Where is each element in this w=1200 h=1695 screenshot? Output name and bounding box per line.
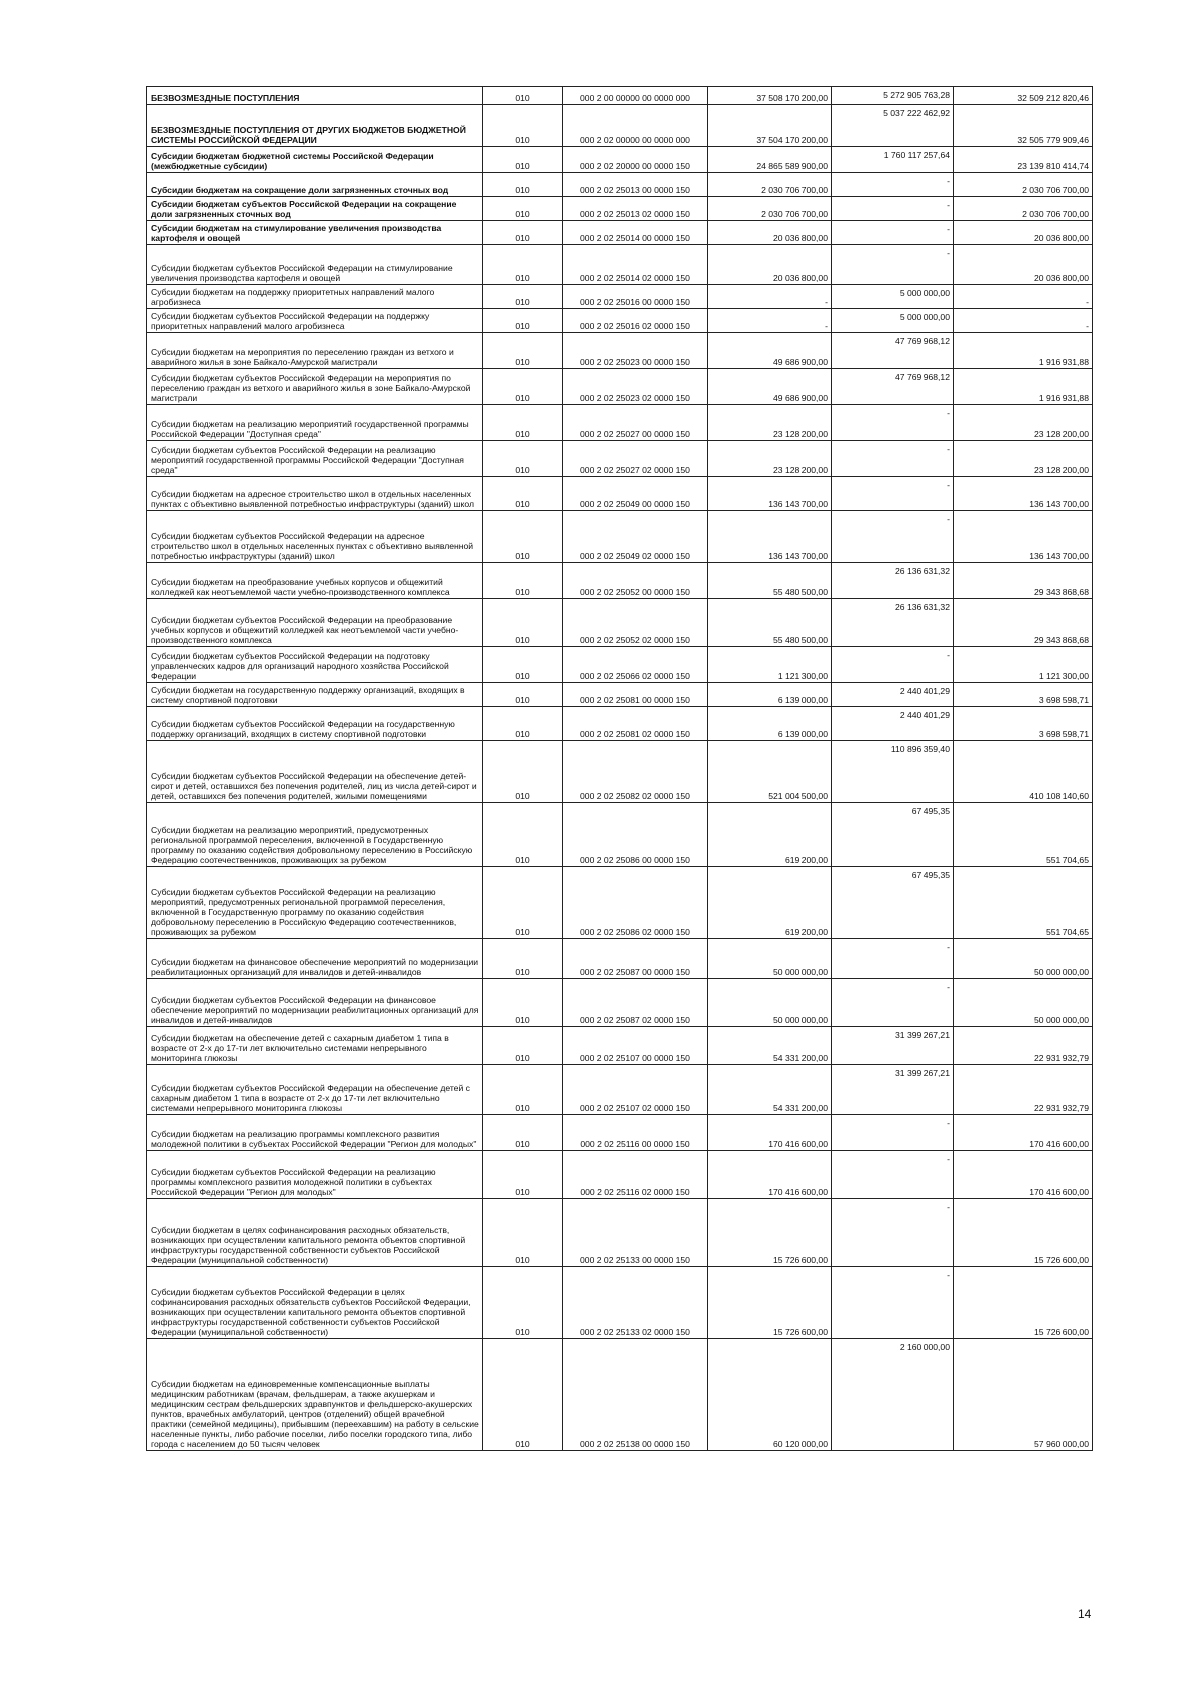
row-name: Субсидии бюджетам на финансовое обеспечение мероприятий по модернизации реабилитационных организаций для инвалидов и детей-инвалидов	[147, 939, 483, 979]
row-remaining-amount: 170 416 600,00	[954, 1115, 1093, 1151]
row-line-code: 010	[483, 477, 563, 511]
row-remaining-amount: 23 139 810 414,74	[954, 147, 1093, 173]
row-remaining-amount: 551 704,65	[954, 803, 1093, 867]
row-remaining-amount: -	[954, 309, 1093, 333]
row-approved-amount: 136 143 700,00	[708, 511, 832, 563]
row-budget-code: 000 2 02 25052 00 0000 150	[563, 563, 708, 599]
row-name: Субсидии бюджетам субъектов Российской Федерации на подготовку управленческих кадров для организаций народного хозяйства Российской Федерации	[147, 647, 483, 683]
row-line-code: 010	[483, 939, 563, 979]
table-row	[147, 867, 1093, 939]
row-name: Субсидии бюджетам на стимулирование увеличения производства картофеля и овощей	[147, 221, 483, 245]
row-name: Субсидии бюджетам на государственную поддержку организаций, входящих в систему спортивной подготовки	[147, 683, 483, 707]
row-executed-amount: -	[832, 441, 954, 477]
row-remaining-amount: 23 128 200,00	[954, 441, 1093, 477]
row-name: Субсидии бюджетам на реализацию программы комплексного развития молодежной политики в субъектах Российской Федерации "Регион для молодых"	[147, 1115, 483, 1151]
row-executed-amount: -	[832, 405, 954, 441]
row-executed-amount: -	[832, 173, 954, 197]
table-row	[147, 333, 1093, 369]
row-executed-amount: -	[832, 1151, 954, 1199]
row-approved-amount: 521 004 500,00	[708, 741, 832, 803]
row-executed-amount: 26 136 631,32	[832, 563, 954, 599]
row-approved-amount: 2 030 706 700,00	[708, 173, 832, 197]
row-executed-amount: 5 272 905 763,28	[832, 87, 954, 105]
row-name: Субсидии бюджетам на реализацию мероприятий, предусмотренных региональной программой переселения, включенной в Государственную программу по оказанию содействия добровольному переселению в Российскую Федерацию соотечественников, проживающих за рубежом	[147, 803, 483, 867]
row-approved-amount: 136 143 700,00	[708, 477, 832, 511]
row-name: Субсидии бюджетам субъектов Российской Федерации на реализацию программы комплексного развития молодежной политики в субъектах Российской Федерации "Регион для молодых"	[147, 1151, 483, 1199]
row-approved-amount: 50 000 000,00	[708, 939, 832, 979]
row-line-code: 010	[483, 1151, 563, 1199]
row-approved-amount: 2 030 706 700,00	[708, 197, 832, 221]
row-approved-amount: 6 139 000,00	[708, 707, 832, 741]
row-name: Субсидии бюджетам субъектов Российской Федерации в целях софинансирования расходных обязательств субъектов Российской Федерации, возникающих при осуществлении капитального ремонта объектов спортивной инфраструктуры государственной собственности субъектов Российской Федерации (муниципальной собственности)	[147, 1267, 483, 1339]
row-budget-code: 000 2 02 25086 00 0000 150	[563, 803, 708, 867]
row-name: Субсидии бюджетам на преобразование учебных корпусов и общежитий колледжей как неотъемлемой части учебно-производственного комплекса	[147, 563, 483, 599]
row-approved-amount: 55 480 500,00	[708, 599, 832, 647]
table-row	[147, 245, 1093, 285]
row-executed-amount: 31 399 267,21	[832, 1065, 954, 1115]
table-row	[147, 369, 1093, 405]
row-remaining-amount: 50 000 000,00	[954, 939, 1093, 979]
row-approved-amount: 54 331 200,00	[708, 1027, 832, 1065]
table-body	[147, 87, 1093, 1451]
table-row	[147, 477, 1093, 511]
row-approved-amount: 49 686 900,00	[708, 333, 832, 369]
row-name: Субсидии бюджетам субъектов Российской Федерации на сокращение доли загрязненных сточных вод	[147, 197, 483, 221]
row-remaining-amount: 23 128 200,00	[954, 405, 1093, 441]
row-approved-amount: 23 128 200,00	[708, 405, 832, 441]
row-budget-code: 000 2 02 25066 02 0000 150	[563, 647, 708, 683]
row-budget-code: 000 2 02 25133 00 0000 150	[563, 1199, 708, 1267]
row-executed-amount: 110 896 359,40	[832, 741, 954, 803]
row-line-code: 010	[483, 245, 563, 285]
table-row	[147, 197, 1093, 221]
table-row	[147, 309, 1093, 333]
row-approved-amount: 60 120 000,00	[708, 1339, 832, 1451]
row-remaining-amount: 1 121 300,00	[954, 647, 1093, 683]
row-name: Субсидии бюджетам субъектов Российской Федерации на обеспечение детей-сирот и детей, оставшихся без попечения родителей, лиц из числа детей-сирот и детей, оставшихся без попечения родителей, жилыми помещениями	[147, 741, 483, 803]
table-row	[147, 441, 1093, 477]
row-remaining-amount: 29 343 868,68	[954, 599, 1093, 647]
row-line-code: 010	[483, 803, 563, 867]
row-budget-code: 000 2 02 25116 00 0000 150	[563, 1115, 708, 1151]
row-budget-code: 000 2 02 25133 02 0000 150	[563, 1267, 708, 1339]
row-remaining-amount: 22 931 932,79	[954, 1065, 1093, 1115]
table-row	[147, 405, 1093, 441]
row-executed-amount: -	[832, 1115, 954, 1151]
table-row	[147, 1267, 1093, 1339]
row-remaining-amount: 3 698 598,71	[954, 683, 1093, 707]
row-executed-amount: 47 769 968,12	[832, 369, 954, 405]
row-executed-amount: 5 037 222 462,92	[832, 105, 954, 147]
row-line-code: 010	[483, 511, 563, 563]
row-name: Субсидии бюджетам на сокращение доли загрязненных сточных вод	[147, 173, 483, 197]
row-remaining-amount: -	[954, 285, 1093, 309]
row-name: Субсидии бюджетам на адресное строительство школ в отдельных населенных пунктах с объективно выявленной потребностью инфраструктуры (зданий) школ	[147, 477, 483, 511]
row-name: БЕЗВОЗМЕЗДНЫЕ ПОСТУПЛЕНИЯ	[147, 87, 483, 105]
row-budget-code: 000 2 02 25023 02 0000 150	[563, 369, 708, 405]
row-budget-code: 000 2 02 25027 02 0000 150	[563, 441, 708, 477]
row-name: Субсидии бюджетам субъектов Российской Федерации на реализацию мероприятий государственной программы Российской Федерации "Доступная среда"	[147, 441, 483, 477]
row-name: Субсидии бюджетам на реализацию мероприятий государственной программы Российской Федерации "Доступная среда"	[147, 405, 483, 441]
row-remaining-amount: 1 916 931,88	[954, 333, 1093, 369]
table-row	[147, 511, 1093, 563]
table-row	[147, 87, 1093, 105]
row-line-code: 010	[483, 683, 563, 707]
row-name: Субсидии бюджетам субъектов Российской Федерации на реализацию мероприятий, предусмотренных региональной программой переселения, включенной в Государственную программу по оказанию содействия добровольному переселению в Российскую Федерацию соотечественников, проживающих за рубежом	[147, 867, 483, 939]
row-executed-amount: -	[832, 245, 954, 285]
row-name: Субсидии бюджетам субъектов Российской Федерации на стимулирование увеличения производства картофеля и овощей	[147, 245, 483, 285]
row-name: Субсидии бюджетам в целях софинансирования расходных обязательств, возникающих при осуществлении капитального ремонта объектов спортивной инфраструктуры государственной собственности субъектов Российской Федерации (муниципальной собственности)	[147, 1199, 483, 1267]
row-name: Субсидии бюджетам на мероприятия по переселению граждан из ветхого и аварийного жилья в зоне Байкало-Амурской магистрали	[147, 333, 483, 369]
row-executed-amount: -	[832, 477, 954, 511]
row-budget-code: 000 2 02 25081 00 0000 150	[563, 683, 708, 707]
row-name: БЕЗВОЗМЕЗДНЫЕ ПОСТУПЛЕНИЯ ОТ ДРУГИХ БЮДЖЕТОВ БЮДЖЕТНОЙ СИСТЕМЫ РОССИЙСКОЙ ФЕДЕРАЦИИ	[147, 105, 483, 147]
row-executed-amount: 2 440 401,29	[832, 683, 954, 707]
table-row	[147, 683, 1093, 707]
row-executed-amount: -	[832, 647, 954, 683]
row-executed-amount: 26 136 631,32	[832, 599, 954, 647]
row-line-code: 010	[483, 173, 563, 197]
row-remaining-amount: 20 036 800,00	[954, 245, 1093, 285]
row-name: Субсидии бюджетам субъектов Российской Федерации на поддержку приоритетных направлений малого агробизнеса	[147, 309, 483, 333]
row-budget-code: 000 2 02 25087 02 0000 150	[563, 979, 708, 1027]
row-budget-code: 000 2 02 25049 02 0000 150	[563, 511, 708, 563]
row-line-code: 010	[483, 979, 563, 1027]
table-row	[147, 1065, 1093, 1115]
row-budget-code: 000 2 02 00000 00 0000 000	[563, 105, 708, 147]
table-row	[147, 105, 1093, 147]
row-budget-code: 000 2 02 25023 00 0000 150	[563, 333, 708, 369]
row-remaining-amount: 1 916 931,88	[954, 369, 1093, 405]
row-name: Субсидии бюджетам на обеспечение детей с сахарным диабетом 1 типа в возрасте от 2-х до 17-ти лет включительно системами непрерывного мониторинга глюкозы	[147, 1027, 483, 1065]
row-budget-code: 000 2 00 00000 00 0000 000	[563, 87, 708, 105]
row-executed-amount: -	[832, 1267, 954, 1339]
row-executed-amount: 5 000 000,00	[832, 309, 954, 333]
row-executed-amount: -	[832, 979, 954, 1027]
row-budget-code: 000 2 02 25081 02 0000 150	[563, 707, 708, 741]
table-row	[147, 707, 1093, 741]
row-line-code: 010	[483, 647, 563, 683]
row-name: Субсидии бюджетам субъектов Российской Федерации на государственную поддержку организаций, входящих в систему спортивной подготовки	[147, 707, 483, 741]
row-budget-code: 000 2 02 25049 00 0000 150	[563, 477, 708, 511]
row-budget-code: 000 2 02 25107 02 0000 150	[563, 1065, 708, 1115]
row-executed-amount: -	[832, 939, 954, 979]
table-row	[147, 647, 1093, 683]
row-remaining-amount: 29 343 868,68	[954, 563, 1093, 599]
table-row	[147, 1027, 1093, 1065]
row-budget-code: 000 2 02 25116 02 0000 150	[563, 1151, 708, 1199]
row-budget-code: 000 2 02 25087 00 0000 150	[563, 939, 708, 979]
row-line-code: 010	[483, 1267, 563, 1339]
row-approved-amount: 15 726 600,00	[708, 1267, 832, 1339]
row-budget-code: 000 2 02 25013 00 0000 150	[563, 173, 708, 197]
row-remaining-amount: 15 726 600,00	[954, 1267, 1093, 1339]
row-line-code: 010	[483, 741, 563, 803]
row-line-code: 010	[483, 105, 563, 147]
row-remaining-amount: 3 698 598,71	[954, 707, 1093, 741]
table-row	[147, 285, 1093, 309]
row-remaining-amount: 170 416 600,00	[954, 1151, 1093, 1199]
row-name: Субсидии бюджетам на единовременные компенсационные выплаты медицинским работникам (врачам, фельдшерам, а также акушеркам и медицинским сестрам фельдшерских здравпунктов и фельдшерско-акушерских пунктов, врачебных амбулаторий, центров (отделений) общей врачебной практики (семейной медицины), прибывшим (переехавшим) на работу в сельские населенные пункты, либо рабочие поселки, либо поселки городского типа, либо города с населением до 50 тысяч человек	[147, 1339, 483, 1451]
row-approved-amount: 20 036 800,00	[708, 245, 832, 285]
table-row	[147, 741, 1093, 803]
table-row	[147, 939, 1093, 979]
row-budget-code: 000 2 02 25014 00 0000 150	[563, 221, 708, 245]
row-budget-code: 000 2 02 25138 00 0000 150	[563, 1339, 708, 1451]
row-budget-code: 000 2 02 25016 00 0000 150	[563, 285, 708, 309]
row-budget-code: 000 2 02 25014 02 0000 150	[563, 245, 708, 285]
row-line-code: 010	[483, 333, 563, 369]
row-executed-amount: 1 760 117 257,64	[832, 147, 954, 173]
row-approved-amount: 23 128 200,00	[708, 441, 832, 477]
row-approved-amount: 37 508 170 200,00	[708, 87, 832, 105]
table-row	[147, 1151, 1093, 1199]
row-budget-code: 000 2 02 25086 02 0000 150	[563, 867, 708, 939]
row-approved-amount: 619 200,00	[708, 867, 832, 939]
row-executed-amount: 47 769 968,12	[832, 333, 954, 369]
row-approved-amount: 170 416 600,00	[708, 1151, 832, 1199]
page-number: 14	[1078, 1607, 1092, 1621]
row-line-code: 010	[483, 441, 563, 477]
row-name: Субсидии бюджетам бюджетной системы Российской Федерации (межбюджетные субсидии)	[147, 147, 483, 173]
table-row	[147, 599, 1093, 647]
row-approved-amount: 24 865 589 900,00	[708, 147, 832, 173]
row-budget-code: 000 2 02 25016 02 0000 150	[563, 309, 708, 333]
row-line-code: 010	[483, 197, 563, 221]
table-row	[147, 979, 1093, 1027]
row-line-code: 010	[483, 147, 563, 173]
row-approved-amount: 619 200,00	[708, 803, 832, 867]
row-budget-code: 000 2 02 25107 00 0000 150	[563, 1027, 708, 1065]
table-row	[147, 1199, 1093, 1267]
row-approved-amount: 170 416 600,00	[708, 1115, 832, 1151]
row-remaining-amount: 2 030 706 700,00	[954, 197, 1093, 221]
row-line-code: 010	[483, 1115, 563, 1151]
row-name: Субсидии бюджетам субъектов Российской Федерации на преобразование учебных корпусов и общежитий колледжей как неотъемлемой части учебно-производственного комплекса	[147, 599, 483, 647]
row-remaining-amount: 22 931 932,79	[954, 1027, 1093, 1065]
row-executed-amount: 5 000 000,00	[832, 285, 954, 309]
row-approved-amount: 49 686 900,00	[708, 369, 832, 405]
row-approved-amount: 1 121 300,00	[708, 647, 832, 683]
table-row	[147, 1339, 1093, 1451]
row-executed-amount: -	[832, 1199, 954, 1267]
row-remaining-amount: 32 505 779 909,46	[954, 105, 1093, 147]
row-line-code: 010	[483, 405, 563, 441]
row-remaining-amount: 410 108 140,60	[954, 741, 1093, 803]
row-line-code: 010	[483, 1027, 563, 1065]
row-approved-amount: -	[708, 285, 832, 309]
row-name: Субсидии бюджетам на поддержку приоритетных направлений малого агробизнеса	[147, 285, 483, 309]
row-executed-amount: 2 440 401,29	[832, 707, 954, 741]
row-budget-code: 000 2 02 25027 00 0000 150	[563, 405, 708, 441]
row-line-code: 010	[483, 309, 563, 333]
row-remaining-amount: 50 000 000,00	[954, 979, 1093, 1027]
row-budget-code: 000 2 02 25082 02 0000 150	[563, 741, 708, 803]
table-row	[147, 173, 1093, 197]
row-approved-amount: 54 331 200,00	[708, 1065, 832, 1115]
row-name: Субсидии бюджетам субъектов Российской Федерации на адресное строительство школ в отдельных населенных пунктах с объективно выявленной потребностью инфраструктуры (зданий) школ	[147, 511, 483, 563]
row-line-code: 010	[483, 599, 563, 647]
row-approved-amount: -	[708, 309, 832, 333]
row-line-code: 010	[483, 867, 563, 939]
row-approved-amount: 20 036 800,00	[708, 221, 832, 245]
row-line-code: 010	[483, 369, 563, 405]
table-row	[147, 147, 1093, 173]
row-line-code: 010	[483, 707, 563, 741]
row-budget-code: 000 2 02 20000 00 0000 150	[563, 147, 708, 173]
row-name: Субсидии бюджетам субъектов Российской Федерации на обеспечение детей с сахарным диабетом 1 типа в возрасте от 2-х до 17-ти лет включительно системами непрерывного мониторинга глюкозы	[147, 1065, 483, 1115]
row-executed-amount: 31 399 267,21	[832, 1027, 954, 1065]
table-row	[147, 1115, 1093, 1151]
row-executed-amount: -	[832, 221, 954, 245]
row-line-code: 010	[483, 1339, 563, 1451]
table-row	[147, 221, 1093, 245]
row-approved-amount: 15 726 600,00	[708, 1199, 832, 1267]
row-remaining-amount: 136 143 700,00	[954, 477, 1093, 511]
row-name: Субсидии бюджетам субъектов Российской Федерации на финансовое обеспечение мероприятий по модернизации реабилитационных организаций для инвалидов и детей-инвалидов	[147, 979, 483, 1027]
row-executed-amount: -	[832, 511, 954, 563]
row-line-code: 010	[483, 87, 563, 105]
row-line-code: 010	[483, 285, 563, 309]
row-remaining-amount: 551 704,65	[954, 867, 1093, 939]
row-executed-amount: -	[832, 197, 954, 221]
row-approved-amount: 6 139 000,00	[708, 683, 832, 707]
row-line-code: 010	[483, 563, 563, 599]
row-remaining-amount: 20 036 800,00	[954, 221, 1093, 245]
row-executed-amount: 67 495,35	[832, 867, 954, 939]
row-budget-code: 000 2 02 25013 02 0000 150	[563, 197, 708, 221]
row-remaining-amount: 136 143 700,00	[954, 511, 1093, 563]
row-line-code: 010	[483, 1065, 563, 1115]
row-remaining-amount: 57 960 000,00	[954, 1339, 1093, 1451]
row-executed-amount: 67 495,35	[832, 803, 954, 867]
row-remaining-amount: 32 509 212 820,46	[954, 87, 1093, 105]
row-line-code: 010	[483, 221, 563, 245]
row-budget-code: 000 2 02 25052 02 0000 150	[563, 599, 708, 647]
row-approved-amount: 50 000 000,00	[708, 979, 832, 1027]
table-row	[147, 803, 1093, 867]
table-row	[147, 563, 1093, 599]
row-name: Субсидии бюджетам субъектов Российской Федерации на мероприятия по переселению граждан из ветхого и аварийного жилья в зоне Байкало-Амурской магистрали	[147, 369, 483, 405]
row-executed-amount: 2 160 000,00	[832, 1339, 954, 1451]
row-line-code: 010	[483, 1199, 563, 1267]
row-remaining-amount: 15 726 600,00	[954, 1199, 1093, 1267]
row-approved-amount: 55 480 500,00	[708, 563, 832, 599]
row-remaining-amount: 2 030 706 700,00	[954, 173, 1093, 197]
budget-income-table	[146, 86, 1093, 1451]
row-approved-amount: 37 504 170 200,00	[708, 105, 832, 147]
